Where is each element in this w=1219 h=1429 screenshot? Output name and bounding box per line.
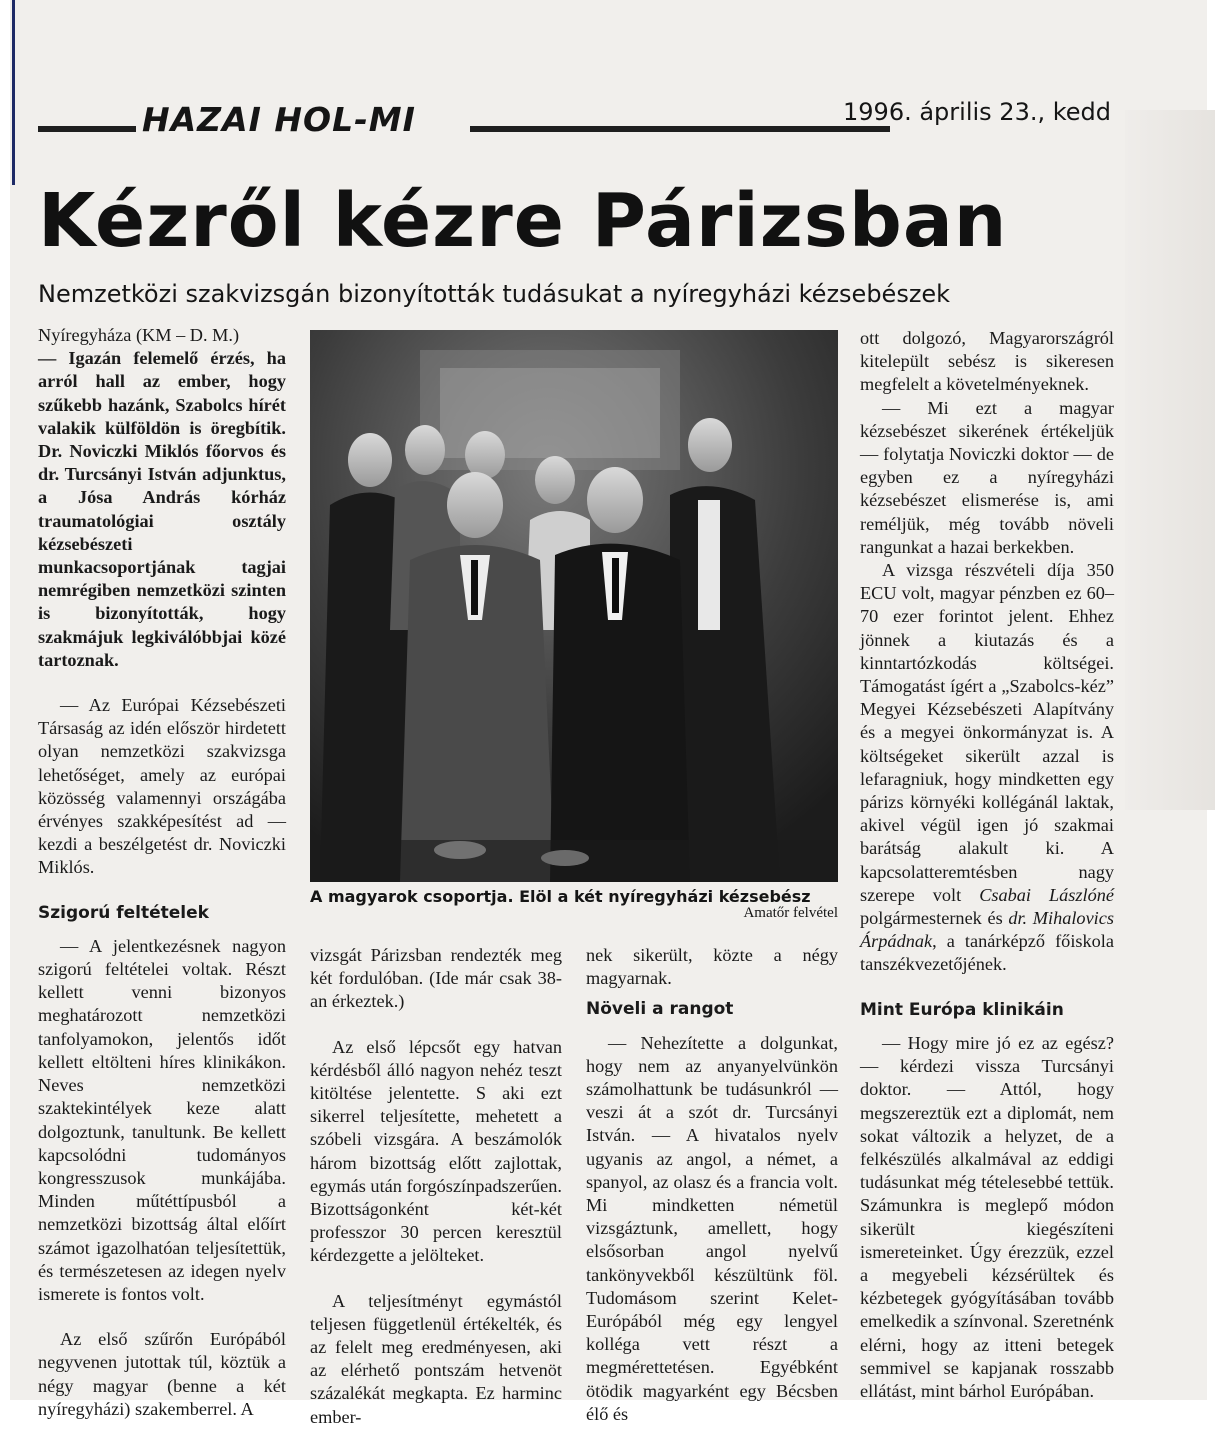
article-column-4 bbox=[860, 327, 1114, 1403]
paragraph: — Mi ezt a magyar kézsebészet sikerének értékeljük — folytatja Noviczki doktor — de egyben ez a nyíregyházi kézsebészet elismerése is, ami reméljük, még tovább növeli rangunkat a hazai berkekben. bbox=[860, 397, 1114, 557]
paragraph: — Az Európai Kézsebészeti Társaság az idén először hirdetett olyan nemzetközi szakvizsga lehetőséget, amely az európai közösség valamennyi országába érvényes szakképesítést ad — kezdi a beszélgetést dr. Noviczki Miklós. bbox=[38, 695, 286, 878]
article-column-2 bbox=[310, 944, 562, 1429]
dateline-text: Nyíregyháza (KM – D. M.) bbox=[38, 325, 240, 345]
person-name: Csabai Lászlóné bbox=[979, 884, 1114, 905]
paragraph-text: , a tanárképző főiskola tanszékvezetőjének. bbox=[860, 931, 1114, 975]
article-column-1 bbox=[38, 324, 286, 1421]
paragraph: nek sikerült, közte a négy magyarnak. bbox=[586, 945, 838, 989]
paragraph: Az első lépcsőt egy hatvan kérdésből álló nagyon nehéz teszt kitöltése jelentette. S aki ezt sikerrel teljesítette, mehetett a szóbeli vizsgára. A beszámolók három bizottság előtt zajlottak, egymás után forgószínpadszerűen. Bizottságonként két-két professzor 30 percen keresztül kérdezgette a jelölteket. bbox=[310, 1036, 562, 1266]
paragraph: A teljesítményt egymástól teljesen függetlenül értékelték, és az felelt meg eredményesen, aki az elérhető pontszám hetvenöt százalékát megkapta. Ez harminc ember- bbox=[310, 1290, 562, 1427]
paragraph-text: A vizsga részvételi díja 350 ECU volt, magyar pénzben ez 60–70 ezer forintot jelent. Ehhez jönnek a kiutazás és a kinntartózkodás költségei. Támogatást ígért a „Szabolcs-kéz” Megyei Kézsebészeti Alapítvány és a megyei önkormányzat is. A költségeket sikerült azzal is lefaragniuk, hogy mindketten egy párizs környéki kollégánál laktak, akivel végül igen jó szakmai barátság alakult ki. A kapcsolatteremtésben nagy szerepe volt bbox=[860, 560, 1114, 905]
article-subheadline: Nemzetközi szakvizsgán bizonyították tudásukat a nyíregyházi kézsebészek bbox=[38, 280, 951, 308]
subtitle-strict-conditions: Szigorú feltételek bbox=[38, 902, 209, 923]
paragraph: Az első szűrőn Európából negyvenen jutottak túl, köztük a négy magyar (benne a két nyíregyházi) szakemberrel. A bbox=[38, 1329, 286, 1419]
section-title: HAZAI HOL-MI bbox=[142, 100, 416, 139]
subtitle-raises-rank: Növeli a rangot bbox=[586, 999, 734, 1020]
section-header bbox=[38, 98, 1113, 138]
pen-margin-line bbox=[12, 0, 15, 185]
paragraph: — Hogy mire jó ez az egész? — kérdezi vissza Turcsányi doktor. — Attól, hogy megszereztük ezt a diplomát, nem sokat változik a helyzet, de a felkészülés alkalmával az eddigi tudásunkat még tételesebbé tettük. Számunkra is meglepő módon sikerült kiegészíteni ismereteinket. Úgy érezzük, ezzel a megyebeli kézsérültek és kézbetegek gyógyításában tovább emelkedik a színvonal. Szeretnénk elérni, hogy az itteni betegek semmivel se kapjanak rosszabb ellátást, mint bárhol Európában. bbox=[860, 1032, 1114, 1401]
article-column-3 bbox=[586, 944, 838, 1426]
paragraph: — Nehezítette a dolgunkat, hogy nem az anyanyelvünkön számolhattunk be tudásunkról — veszi át a szót dr. Turcsányi István. — A hivatalos nyelv ugyanis az angol, a német, a spanyol, az olasz és a francia volt. Mi mindketten németül vizsgáztunk, amellett, hogy elsősorban angol nyelvű tankönyvekből készültünk föl. Tudomásom szerint Kelet-Európából még egy lengyel kolléga vett részt a megmérettetésen. Egyébként ötödik magyarként egy Bécsben élő és bbox=[586, 1032, 838, 1424]
header-rule-right bbox=[470, 126, 890, 132]
paragraph-text: polgármesternek és bbox=[860, 908, 1009, 929]
paragraph: — A jelentkezésnek nagyon szigorú feltételei voltak. Részt kellett venni bizonyos meghatározott nemzetközi tanfolyamokon, jelentős időt kellett eltölteni híres klinikákon. Neves nemzetközi szaktekintélyek keze alatt dolgoztunk, tanultunk. Be kellett kapcsolódni tudományos kongresszusok munkájába. Minden műtéttípusból a nemzetközi bizottság által előírt számot igazolhatóan teljesítettük, és természetesen az idegen nyelv ismerete is fontos volt. bbox=[38, 935, 286, 1304]
paragraph: vizsgát Párizsban rendezték meg két fordulóban. (Ide már csak 38-an érkeztek.) bbox=[310, 945, 562, 1012]
article-headline: Kézről kézre Párizsban bbox=[38, 178, 1008, 264]
dateline bbox=[38, 324, 286, 347]
issue-date: 1996. április 23., kedd bbox=[843, 98, 1111, 126]
photo-credit: Amatőr felvétel bbox=[743, 905, 838, 921]
photo-caption: A magyarok csoportja. Elöl a két nyíregyházi kézsebész bbox=[310, 887, 811, 906]
lead-paragraph: — Igazán felemelő érzés, ha arról hall az ember, hogy szűkebb hazánk, Szabolcs hírét valakik külföldön is öregbítik. Dr. Noviczki Miklós főorvos és dr. Turcsányi István adjunktus, a Jósa András kórház traumatológiai osztály kézsebészeti munkacsoportjának tagjai nemrégiben nemzetközi szinten is bizonyították, hogy szakmájuk legkiválóbbjai közé tartoznak. bbox=[38, 348, 286, 670]
person-name: dr. Mihalovics Árpádnak bbox=[860, 908, 1114, 952]
group-photo-image bbox=[310, 330, 838, 882]
group-photo bbox=[310, 330, 838, 882]
bleed-through-shadow bbox=[1125, 110, 1215, 810]
header-rule-left bbox=[38, 126, 136, 132]
paragraph: ott dolgozó, Magyarországról kitelepült sebész is sikeresen megfelelt a követelményeknek. bbox=[860, 328, 1114, 395]
paragraph bbox=[860, 559, 1114, 977]
subtitle-european-clinics: Mint Európa klinikáin bbox=[860, 999, 1064, 1020]
